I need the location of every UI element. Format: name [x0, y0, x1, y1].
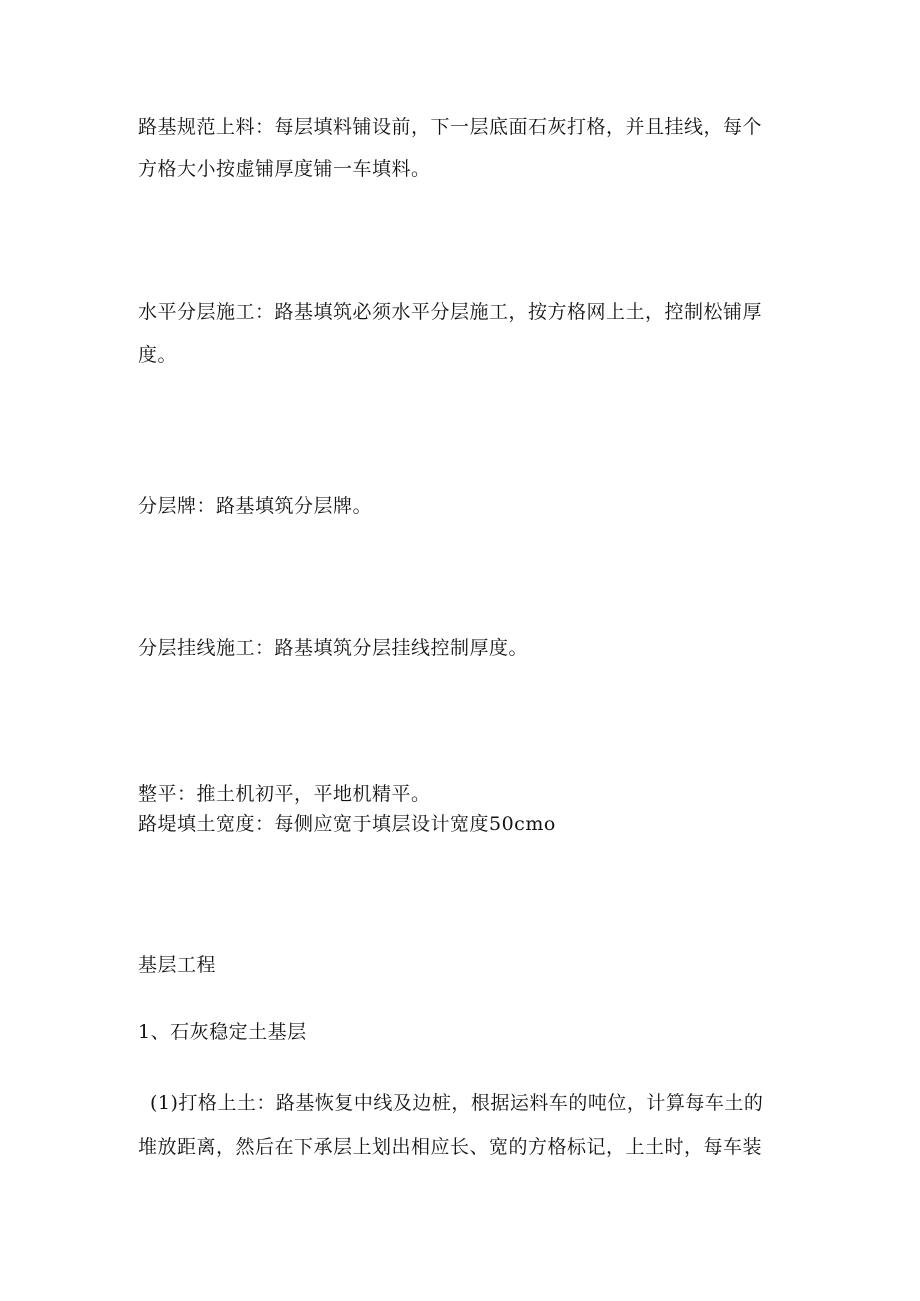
paragraph-line: 度。 [138, 344, 178, 366]
paragraph-line: 整平：推土机初平，平地机精平。 [138, 783, 431, 805]
paragraph-line: 堆放距离，然后在下承层上划出相应长、宽的方格标记，上土时，每车装 [138, 1136, 763, 1158]
paragraph-line: 分层牌：路基填筑分层牌。 [138, 495, 373, 517]
paragraph-line: 路堤填土宽度：每侧应宽于填层设计宽度50cmo [138, 813, 556, 835]
paragraph-line: 路基规范上料：每层填料铺设前，下一层底面石灰打格，并且挂线，每个 [138, 116, 763, 138]
paragraph-line: 水平分层施工：路基填筑必须水平分层施工，按方格网上土，控制松铺厚 [138, 301, 763, 323]
section-heading: 基层工程 [138, 954, 217, 976]
paragraph-line: 方格大小按虚铺厚度铺一车填料。 [138, 158, 431, 180]
paragraph-line: (1)打格上土：路基恢复中线及边桩，根据运料车的吨位，计算每车土的 [150, 1092, 764, 1114]
paragraph-line: 分层挂线施工：路基填筑分层挂线控制厚度。 [138, 637, 529, 659]
subsection-heading: 1、石灰稳定土基层 [138, 1021, 307, 1043]
